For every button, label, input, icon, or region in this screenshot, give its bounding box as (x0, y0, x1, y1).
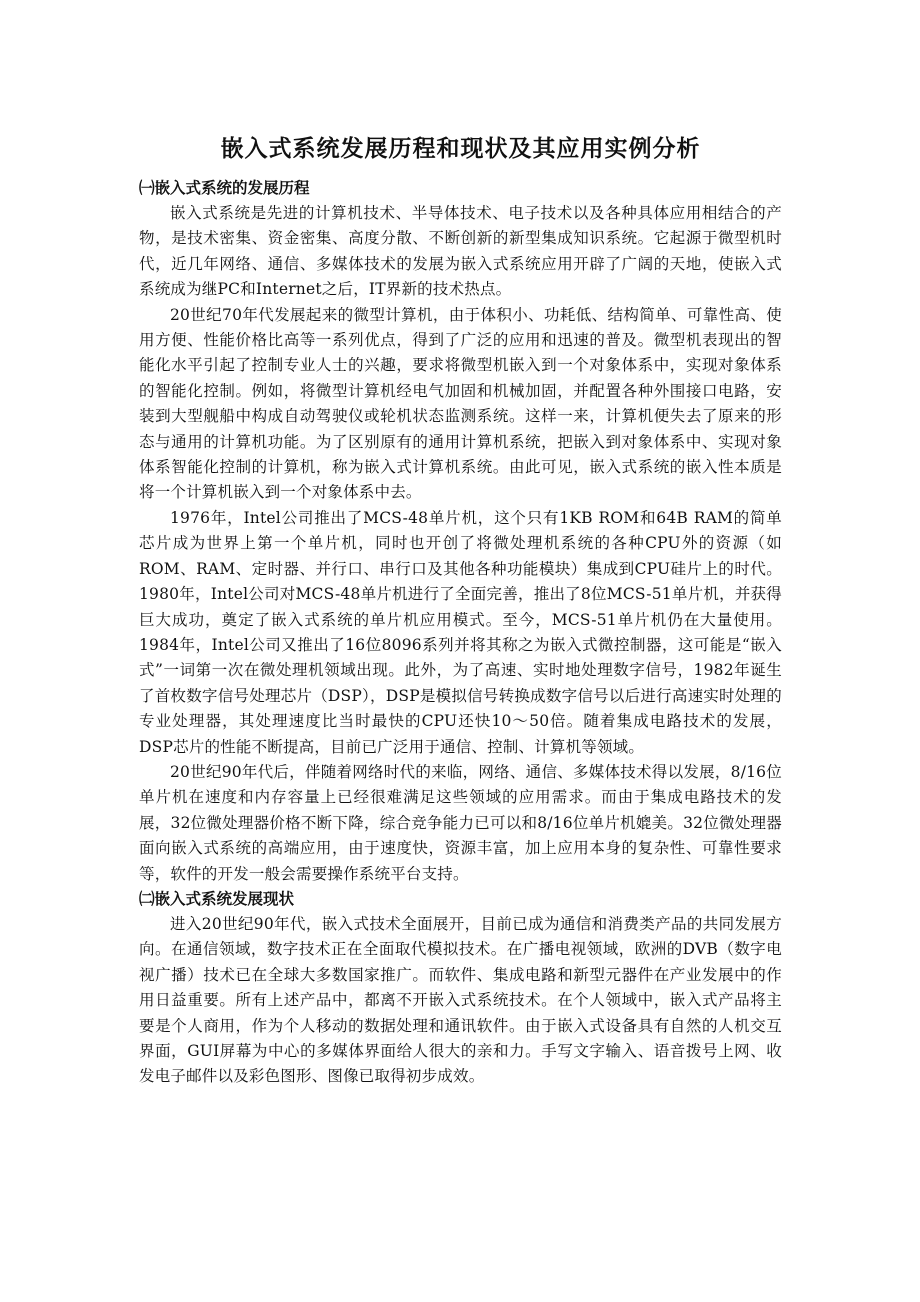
paragraph: 20世纪90年代后，伴随着网络时代的来临，网络、通信、多媒体技术得以发展，8/16位单片机在速度和内存容量上已经很难满足这些领域的应用需求。而由于集成电路技术的发展，32位微处理器价格不断下降，综合竞争能力已可以和8/16位单片机媲美。32位微处理器面向嵌入式系统的高端应用，由于速度快，资源丰富，加上应用本身的复杂性、可靠性要求等，软件的开发一般会需要操作系统平台支持。 (139, 762, 782, 883)
section-development-history (139, 176, 782, 887)
paragraph: 1976年，Intel公司推出了MCS-48单片机，这个只有1KB ROM和64B RAM的简单芯片成为世界上第一个单片机，同时也开创了将微处理机系统的各种CPU外的资源（如ROM、RAM、定时器、并行口、串行口及其他各种功能模块）集成到CPU硅片上的时代。1980年，Intel公司对MCS-48单片机进行了全面完善，推出了8位MCS-51单片机，并获得巨大成功，奠定了嵌入式系统的单片机应用模式。至今，MCS-51单片机仍在大量使用。1984年，Intel公司又推出了16位8096系列并将其称之为嵌入式微控制器，这可能是“嵌入式”一词第一次在微处理机领域出现。此外，为了高速、实时地处理数字信号，1982年诞生了首枚数字信号处理芯片（DSP），DSP是模拟信号转换成数字信号以后进行高速实时处理的专业处理器，其处理速度比当时最快的CPU还快10～50倍。随着集成电路技术的发展，DSP芯片的性能不断提高，目前已广泛用于通信、控制、计算机等领域。 (139, 508, 782, 756)
paragraph: 进入20世纪90年代，嵌入式技术全面展开，目前已成为通信和消费类产品的共同发展方向。在通信领域，数字技术正在全面取代模拟技术。在广播电视领域，欧洲的DVB（数字电视广播）技术已在全球大多数国家推广。而软件、集成电路和新型元器件在产业发展中的作用日益重要。所有上述产品中，都离不开嵌入式系统技术。在个人领域中，嵌入式产品将主要是个人商用，作为个人移动的数据处理和通讯软件。由于嵌入式设备具有自然的人机交互界面，GUI屏幕为中心的多媒体界面给人很大的亲和力。手写文字输入、语音拨号上网、收发电子邮件以及彩色图形、图像已取得初步成效。 (139, 914, 782, 1086)
paragraph: 嵌入式系统是先进的计算机技术、半导体技术、电子技术以及各种具体应用相结合的产物，是技术密集、资金密集、高度分散、不断创新的新型集成知识系统。它起源于微型机时代，近几年网络、通信、多媒体技术的发展为嵌入式系统应用开辟了广阔的天地，使嵌入式系统成为继PC和Internet之后，IT界新的技术热点。 (139, 204, 782, 299)
document-page (139, 128, 782, 1090)
section-current-status (139, 887, 782, 1090)
section-heading: ㈠嵌入式系统的发展历程 (139, 179, 310, 197)
paragraph: 20世纪70年代发展起来的微型计算机，由于体积小、功耗低、结构简单、可靠性高、使用方便、性能价格比高等一系列优点，得到了广泛的应用和迅速的普及。微型机表现出的智能化水平引起了控制专业人士的兴趣，要求将微型机嵌入到一个对象体系中，实现对象体系的智能化控制。例如，将微型计算机经电气加固和机械加固，并配置各种外围接口电路，安装到大型舰船中构成自动驾驶仪或轮机状态监测系统。这样一来，计算机便失去了原来的形态与通用的计算机功能。为了区别原有的通用计算机系统，把嵌入到对象体系中、实现对象体系智能化控制的计算机，称为嵌入式计算机系统。由此可见，嵌入式系统的嵌入性本质是将一个计算机嵌入到一个对象体系中去。 (139, 305, 782, 502)
section-heading: ㈡嵌入式系统发展现状 (139, 889, 295, 908)
document-title: 嵌入式系统发展历程和现状及其应用实例分析 (220, 136, 701, 162)
